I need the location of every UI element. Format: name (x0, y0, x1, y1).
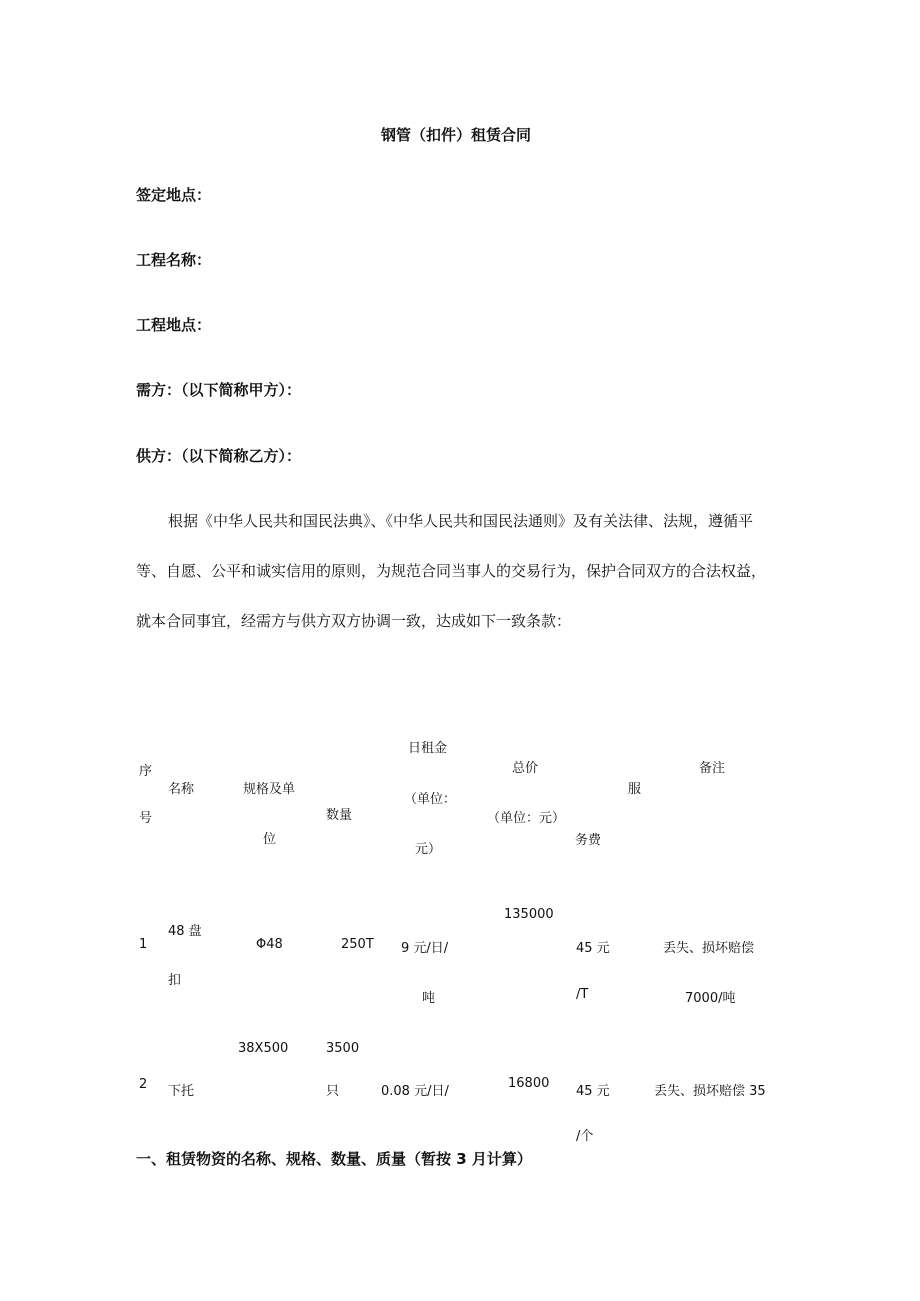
row2-name-1: 下托 (168, 1084, 195, 1099)
header-service-1: 服 (628, 782, 642, 797)
row1-service-2: /T (576, 987, 589, 1002)
section-heading-1: 一、租赁物资的名称、规格、数量、质量（暂按 3 月计算） (136, 1150, 532, 1168)
preamble-line-3: 就本合同事宜，经需方与供方双方协调一致，达成如下一致条款： (136, 612, 572, 630)
row1-seq: 1 (139, 937, 148, 952)
row1-name-2: 扣 (168, 973, 182, 988)
document-title: 钢管（扣件）租赁合同 (381, 126, 532, 144)
row1-daily-2: 吨 (422, 991, 436, 1006)
row1-daily-1: 9 元/日/ (401, 941, 449, 956)
header-name: 名称 (168, 782, 195, 797)
row1-qty: 250T (341, 937, 374, 952)
row1-total: 135000 (504, 907, 554, 922)
row2-daily-1: 0.08 元/日/ (381, 1084, 449, 1099)
preamble-line-1: 根据《中华人民共和国民法典》、《中华人民共和国民法通则》及有关法律、法规，遵循平 (168, 512, 754, 530)
project-place-label: 工程地点： (136, 316, 212, 334)
header-total-2: （单位：元） (487, 811, 566, 826)
sign-place-label: 签定地点： (136, 186, 212, 204)
header-service-2: 务费 (575, 833, 602, 848)
row1-remark-2: 7000/吨 (685, 991, 736, 1006)
project-name-label: 工程名称： (136, 251, 212, 269)
header-daily-2: （单位： (404, 792, 457, 807)
row2-remark-1: 丢失、损坏赔偿 35 (654, 1084, 766, 1099)
preamble-line-2: 等、自愿、公平和诚实信用的原则，为规范合同当事人的交易行为，保护合同双方的合法权益， (136, 562, 767, 580)
row2-total: 16800 (508, 1076, 550, 1091)
row2-service-1: 45 元 (576, 1084, 610, 1099)
header-seq-1: 序 (139, 764, 153, 779)
header-remark: 备注 (699, 761, 726, 776)
header-daily-3: 元） (415, 842, 442, 857)
header-spec-2: 位 (263, 832, 277, 847)
party-a-label: 需方：（以下简称甲方）： (136, 381, 302, 399)
header-seq-2: 号 (139, 811, 153, 826)
row1-spec: Φ48 (256, 937, 283, 952)
row1-service-1: 45 元 (576, 941, 610, 956)
row1-remark-1: 丢失、损坏赔偿 (663, 941, 755, 956)
header-qty: 数量 (326, 808, 353, 823)
row2-service-2: /个 (576, 1129, 594, 1144)
row1-name-1: 48 盘 (168, 924, 202, 939)
header-total-1: 总价 (512, 761, 539, 776)
row2-qty-2: 只 (326, 1084, 340, 1099)
row2-seq: 2 (139, 1077, 148, 1092)
header-daily-1: 日租金 (408, 741, 448, 756)
party-b-label: 供方：（以下简称乙方）： (136, 447, 302, 465)
row2-spec: 38X500 (238, 1041, 289, 1056)
row2-qty-1: 3500 (326, 1041, 360, 1056)
header-spec-1: 规格及单 (243, 782, 296, 797)
